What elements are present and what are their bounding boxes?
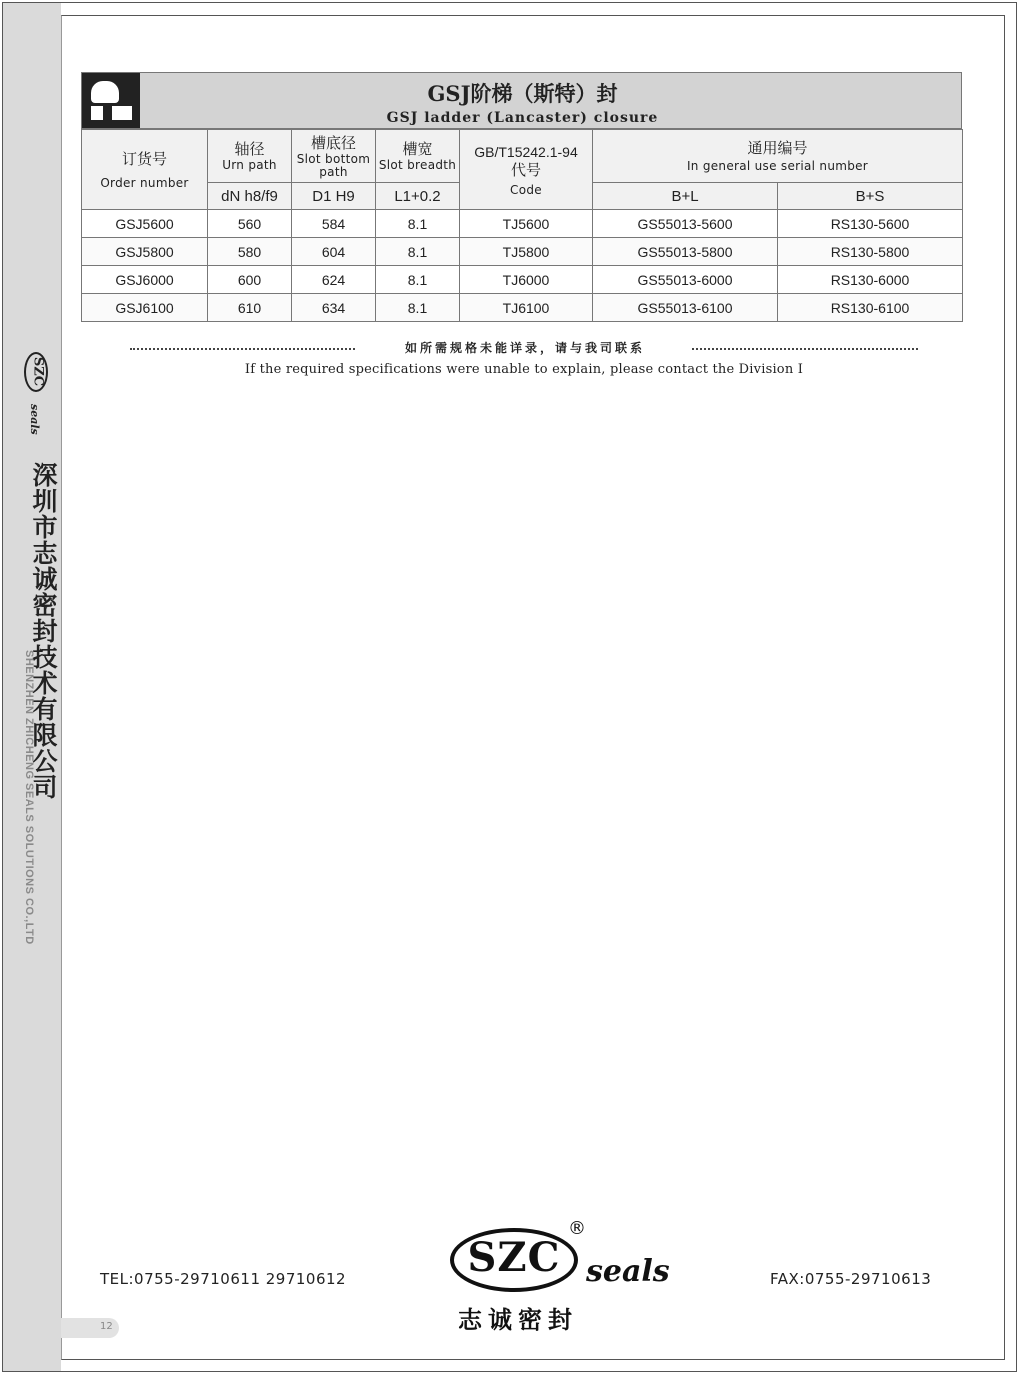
- cell-dn: 560: [208, 210, 292, 238]
- contact-note-en: If the required specifications were unable to explain, please contact the Division I: [244, 362, 804, 377]
- cell-code: TJ5800: [460, 238, 593, 266]
- cell-l1: 8.1: [376, 294, 460, 322]
- header-groove-dia-unit: D1 H9: [292, 183, 376, 210]
- header-groove-width: [376, 130, 460, 183]
- cell-bs: RS130-6000: [778, 266, 963, 294]
- cell-d1: 634: [292, 294, 376, 322]
- cell-order: GSJ5600: [82, 210, 208, 238]
- side-company-name-en: SHENZHEN ZHICHENG SEALS SOLUTIONS CO.,LTD: [23, 650, 35, 945]
- header-gb-standard: GB/T15242.1-94: [474, 143, 578, 160]
- header-general-en: In general use serial number: [686, 159, 869, 173]
- cell-order: GSJ6100: [82, 294, 208, 322]
- header-general-cn: 通用编号: [747, 139, 808, 157]
- side-company-name-cn: 深圳市志诚密封技术有限公司: [29, 462, 58, 800]
- header-shaft-unit: dN h8/f9: [208, 183, 292, 210]
- header-bl: B+L: [593, 183, 778, 210]
- side-logo-text: SZC: [30, 356, 46, 387]
- header-groove-width-cn: 槽宽: [402, 140, 433, 158]
- cell-code: TJ6000: [460, 266, 593, 294]
- spec-table: [81, 129, 963, 322]
- cell-d1: 604: [292, 238, 376, 266]
- cell-bl: GS55013-5600: [593, 210, 778, 238]
- header-order-cn: 订货号: [121, 149, 167, 168]
- header-groove-dia-en: Slot bottom path: [296, 151, 371, 179]
- header-gb-cn: 代号: [510, 160, 541, 179]
- contact-note: [130, 339, 920, 359]
- table-row: [82, 294, 963, 322]
- table-row: [82, 210, 963, 238]
- cell-l1: 8.1: [376, 266, 460, 294]
- header-groove-dia-cn: 槽底径: [310, 133, 356, 152]
- header-order-number: [82, 130, 208, 210]
- table-row: [82, 266, 963, 294]
- footer-telephone: TEL:0755-29710611 29710612: [100, 1270, 347, 1288]
- dotted-rule-right: [692, 348, 918, 350]
- cell-bs: RS130-5800: [778, 238, 963, 266]
- cell-dn: 600: [208, 266, 292, 294]
- header-general-serial: [593, 130, 963, 183]
- side-logo-seals: seals: [28, 404, 41, 435]
- cell-order: GSJ6000: [82, 266, 208, 294]
- header-groove-width-en: Slot breadth: [378, 158, 457, 172]
- cell-bs: RS130-5600: [778, 210, 963, 238]
- header-groove-diameter: [292, 130, 376, 183]
- header-bs: B+S: [778, 183, 963, 210]
- cell-bl: GS55013-6100: [593, 294, 778, 322]
- footer-logo-seals: seals: [586, 1254, 670, 1289]
- header-shaft: [208, 130, 292, 183]
- registered-mark: ®: [568, 1218, 586, 1239]
- page-number: 12: [100, 1321, 113, 1332]
- cell-l1: 8.1: [376, 210, 460, 238]
- header-order-en: Order number: [100, 175, 189, 190]
- cell-bl: GS55013-6000: [593, 266, 778, 294]
- cell-code: TJ5600: [460, 210, 593, 238]
- cell-bl: GS55013-5800: [593, 238, 778, 266]
- product-title-cn: GSJ阶梯（斯特）封: [427, 81, 618, 106]
- header-gb-code: [460, 130, 593, 210]
- product-header: [81, 72, 962, 129]
- header-groove-width-unit: L1+0.2: [376, 183, 460, 210]
- table-row: [82, 238, 963, 266]
- cell-d1: 624: [292, 266, 376, 294]
- cell-dn: 580: [208, 238, 292, 266]
- header-shaft-en: Urn path: [222, 158, 277, 172]
- product-title-en: GSJ ladder (Lancaster) closure: [386, 110, 659, 126]
- cell-dn: 610: [208, 294, 292, 322]
- footer-logo-szc: SZC: [467, 1234, 561, 1281]
- footer-fax: FAX:0755-29710613: [770, 1270, 932, 1288]
- cell-code: TJ6100: [460, 294, 593, 322]
- cell-d1: 584: [292, 210, 376, 238]
- cell-l1: 8.1: [376, 238, 460, 266]
- header-shaft-cn: 轴径: [234, 140, 265, 158]
- cell-bs: RS130-6100: [778, 294, 963, 322]
- footer-logo: [448, 1218, 678, 1338]
- header-gb-en: Code: [510, 182, 542, 197]
- cell-order: GSJ5800: [82, 238, 208, 266]
- footer-brand-cn: 志诚密封: [458, 1305, 578, 1334]
- contact-note-cn: 如所需规格未能详录，请与我司联系: [404, 341, 645, 355]
